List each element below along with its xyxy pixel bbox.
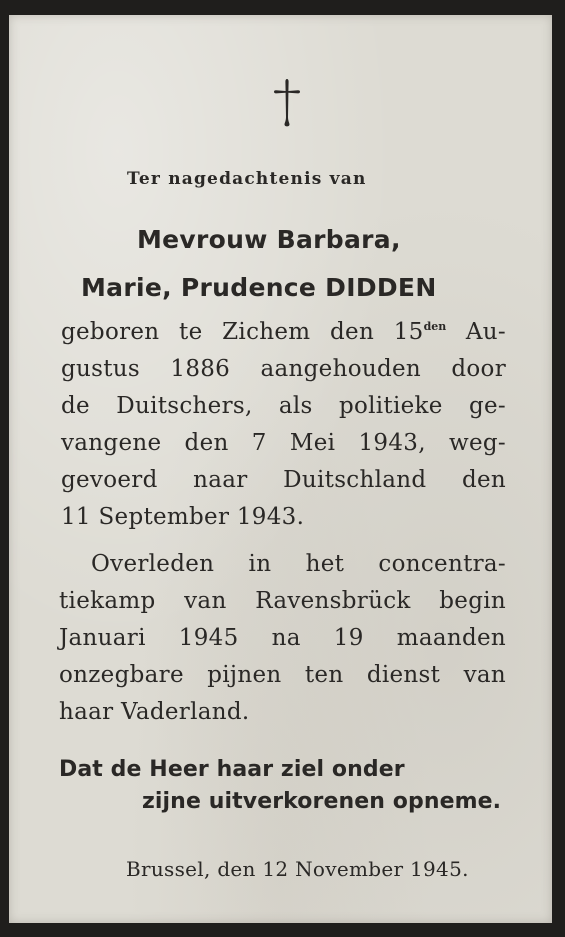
prayer-line: Dat de Heer haar ziel onder — [59, 757, 405, 782]
memorial-card — [9, 15, 552, 923]
death-line: tiekamp van Ravensbrück begin — [59, 588, 506, 614]
biography-line: gevoerd naar Duitschland den — [61, 467, 506, 493]
death-line: onzegbare pijnen ten dienst van — [59, 662, 506, 688]
deceased-name-line-2: Marie, Prudence DIDDEN — [81, 273, 437, 302]
deceased-name-line-1: Mevrouw Barbara, — [137, 225, 401, 254]
biography-line: vangene den 7 Mei 1943, weg- — [61, 430, 506, 456]
death-line: Januari 1945 na 19 maanden — [59, 625, 506, 651]
place-and-date: Brussel, den 12 November 1945. — [126, 857, 469, 881]
biography-text: Au- — [446, 319, 506, 345]
biography-line — [61, 319, 506, 345]
ordinal-suffix: den — [423, 320, 447, 333]
intro-heading: Ter nagedachtenis van — [127, 169, 367, 189]
biography-line: 11 September 1943. — [61, 504, 305, 530]
prayer-line: zijne uitverkorenen opneme. — [142, 789, 502, 814]
cross-icon — [273, 77, 301, 127]
biography-line: gustus 1886 aangehouden door — [61, 356, 506, 382]
death-line: Overleden in het concentra- — [91, 551, 506, 577]
biography-text: geboren te Zichem den 15 — [61, 319, 424, 345]
biography-line: de Duitschers, als politieke ge- — [61, 393, 506, 419]
death-line: haar Vaderland. — [59, 699, 250, 725]
